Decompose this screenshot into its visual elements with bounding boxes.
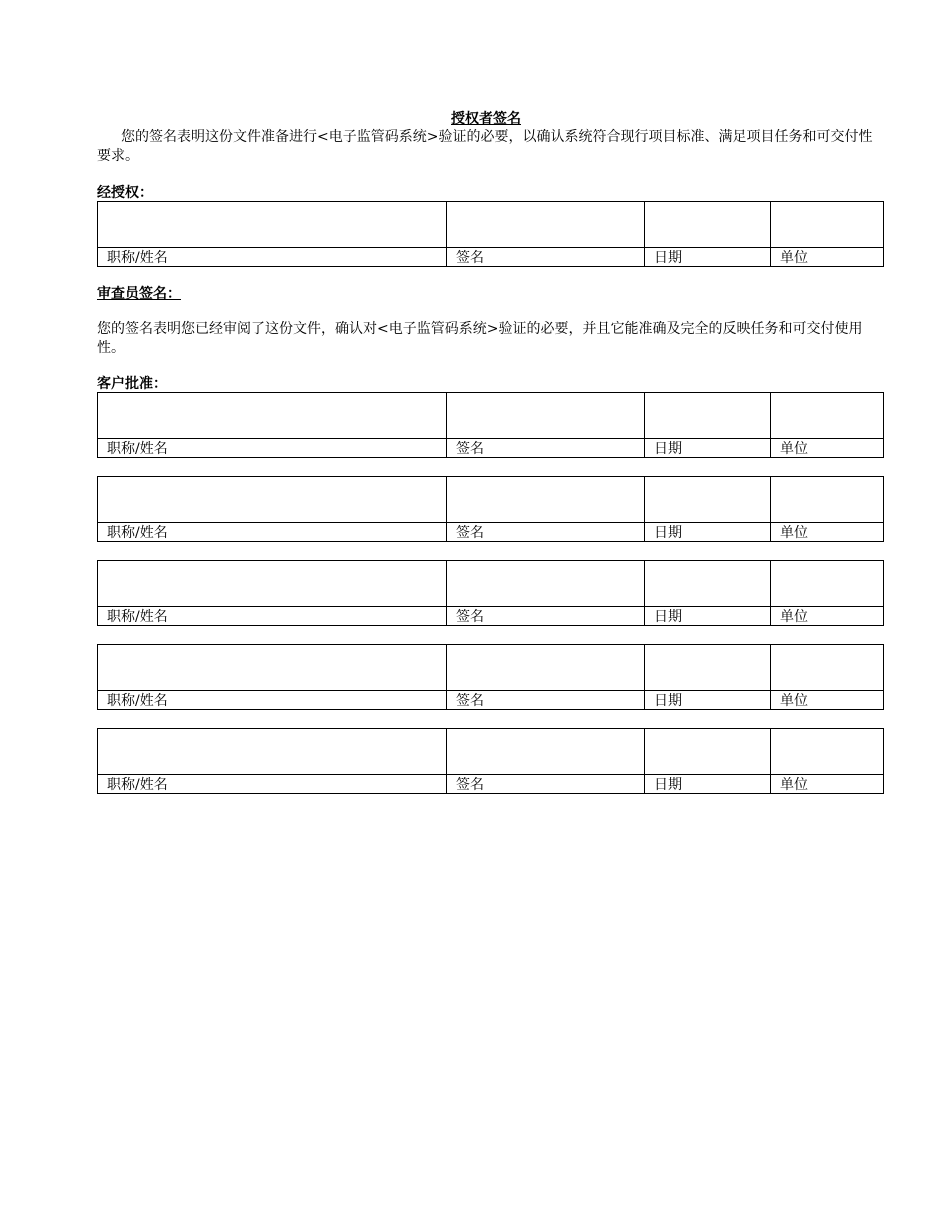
spacer [97, 302, 883, 320]
name-title-entry-cell[interactable] [98, 477, 447, 523]
date-entry-cell[interactable] [645, 202, 771, 248]
authorized-signature-table [97, 201, 884, 267]
unit-label: 单位 [771, 439, 884, 458]
signature-label: 签名 [447, 523, 645, 542]
unit-entry-cell[interactable] [771, 561, 884, 607]
name-title-label: 职称/姓名 [98, 439, 447, 458]
page-title-text: 授权者签名 [451, 111, 521, 127]
unit-label: 单位 [771, 691, 884, 710]
date-label: 日期 [645, 523, 771, 542]
name-title-label: 职称/姓名 [98, 248, 447, 267]
date-entry-cell[interactable] [645, 393, 771, 439]
date-label: 日期 [645, 248, 771, 267]
signature-label: 签名 [447, 775, 645, 794]
spacer [97, 166, 883, 185]
unit-entry-cell[interactable] [771, 729, 884, 775]
signature-label: 签名 [447, 691, 645, 710]
reviewer-heading [97, 286, 883, 302]
customer-signature-table [97, 392, 884, 458]
customer-signature-table [97, 728, 884, 794]
signature-entry-cell[interactable] [447, 561, 645, 607]
document-page [97, 110, 883, 794]
signature-entry-cell[interactable] [447, 645, 645, 691]
date-label: 日期 [645, 775, 771, 794]
spacer [97, 710, 883, 728]
page-title [97, 110, 883, 128]
signature-entry-cell[interactable] [447, 393, 645, 439]
date-entry-cell[interactable] [645, 561, 771, 607]
name-title-label: 职称/姓名 [98, 607, 447, 626]
spacer [97, 358, 883, 376]
name-title-label: 职称/姓名 [98, 691, 447, 710]
spacer [97, 626, 883, 644]
name-title-entry-cell[interactable] [98, 561, 447, 607]
name-title-entry-cell[interactable] [98, 202, 447, 248]
signature-label: 签名 [447, 248, 645, 267]
reviewer-heading-text: 审查员签名： [97, 286, 181, 302]
date-label: 日期 [645, 691, 771, 710]
spacer [97, 542, 883, 560]
signature-entry-cell[interactable] [447, 729, 645, 775]
name-title-label: 职称/姓名 [98, 775, 447, 794]
unit-label: 单位 [771, 248, 884, 267]
unit-label: 单位 [771, 523, 884, 542]
signature-label: 签名 [447, 439, 645, 458]
signature-entry-cell[interactable] [447, 202, 645, 248]
unit-entry-cell[interactable] [771, 645, 884, 691]
name-title-label: 职称/姓名 [98, 523, 447, 542]
unit-entry-cell[interactable] [771, 393, 884, 439]
spacer [97, 458, 883, 476]
customer-signature-table [97, 560, 884, 626]
unit-entry-cell[interactable] [771, 202, 884, 248]
signature-label: 签名 [447, 607, 645, 626]
name-title-entry-cell[interactable] [98, 393, 447, 439]
date-entry-cell[interactable] [645, 645, 771, 691]
unit-entry-cell[interactable] [771, 477, 884, 523]
unit-label: 单位 [771, 607, 884, 626]
customer-signature-table [97, 476, 884, 542]
date-label: 日期 [645, 439, 771, 458]
reviewer-paragraph: 您的签名表明您已经审阅了这份文件，确认对<电子监管码系统>验证的必要，并且它能准确及完全的反映任务和可交付使用性。 [97, 321, 863, 356]
date-entry-cell[interactable] [645, 729, 771, 775]
spacer [97, 267, 883, 286]
name-title-entry-cell[interactable] [98, 729, 447, 775]
name-title-entry-cell[interactable] [98, 645, 447, 691]
customer-heading: 客户批准： [97, 376, 167, 392]
unit-label: 单位 [771, 775, 884, 794]
date-label: 日期 [645, 607, 771, 626]
date-entry-cell[interactable] [645, 477, 771, 523]
signature-entry-cell[interactable] [447, 477, 645, 523]
customer-signature-table [97, 644, 884, 710]
intro-paragraph: 您的签名表明这份文件准备进行<电子监管码系统>验证的必要，以确认系统符合现行项目标准、满足项目任务和可交付性要求。 [97, 129, 873, 164]
authorized-heading: 经授权： [97, 185, 153, 201]
